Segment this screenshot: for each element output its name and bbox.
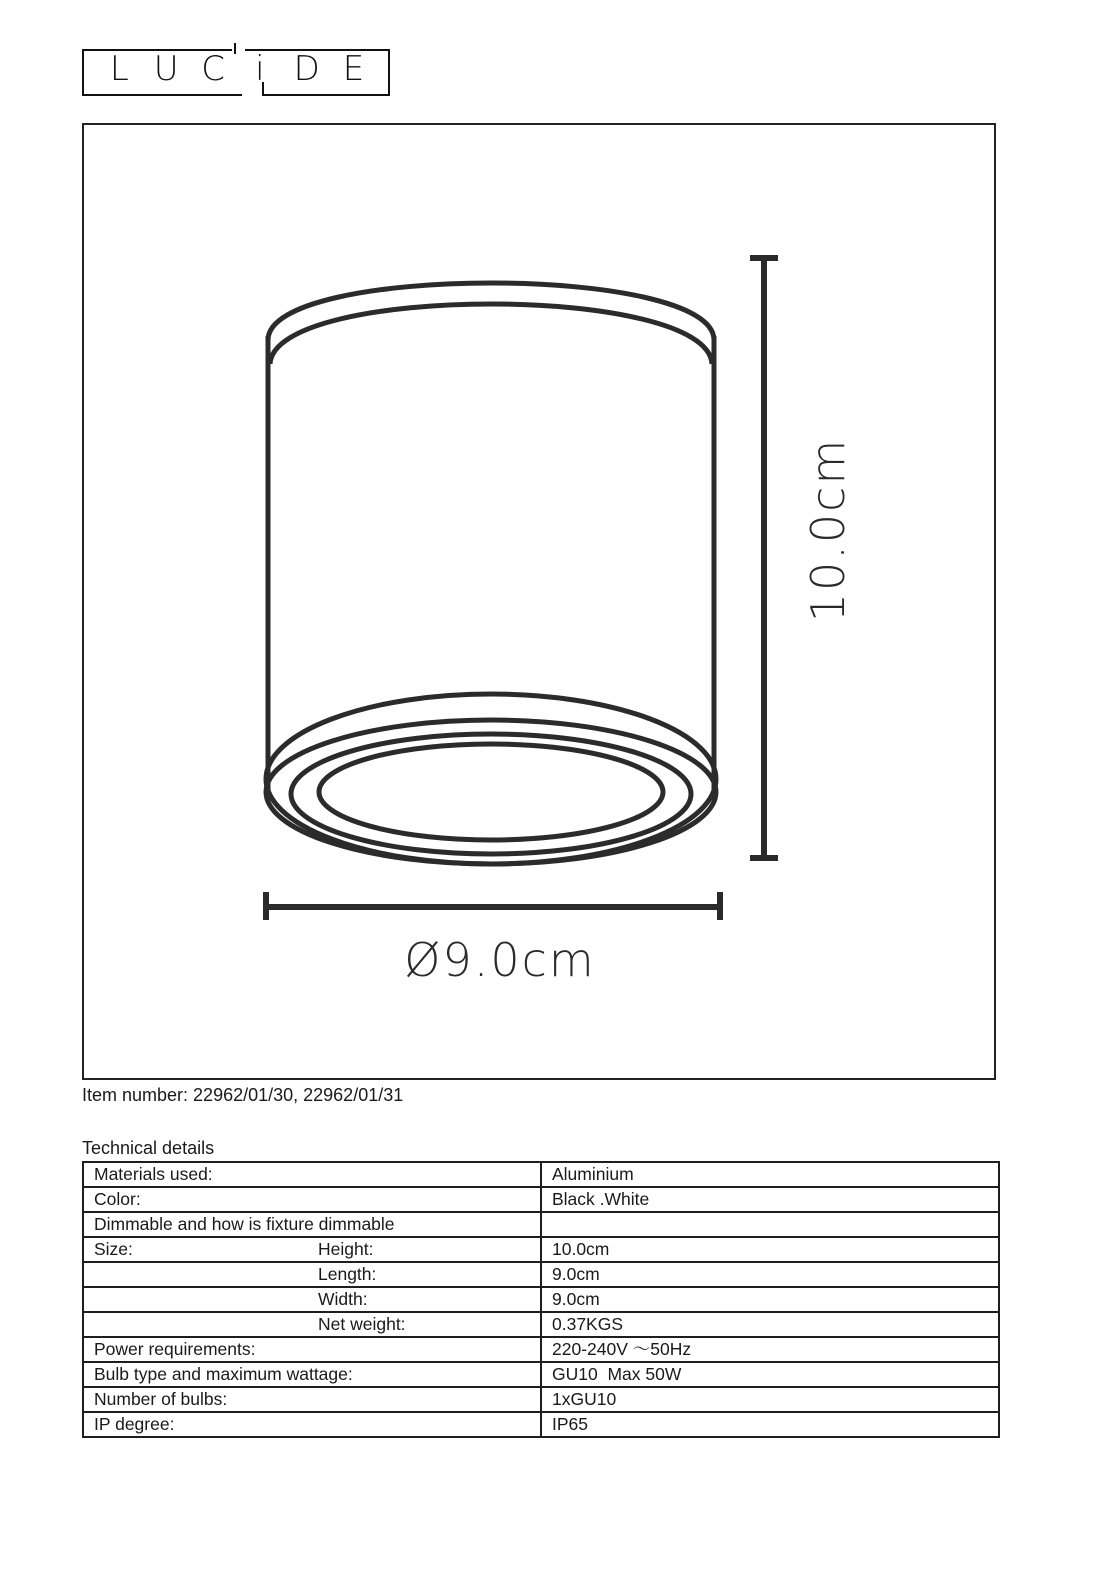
row-label: Number of bulbs: — [94, 1389, 228, 1409]
row-label: Color: — [94, 1189, 141, 1209]
row-value: 10.0cm — [541, 1237, 999, 1262]
row-sub-label: Width: — [318, 1289, 368, 1309]
row-value: 1xGU10 — [541, 1387, 999, 1412]
table-row — [83, 1337, 999, 1362]
table-row — [83, 1162, 999, 1187]
table-row — [83, 1187, 999, 1212]
row-label-cell — [83, 1237, 541, 1262]
table-row — [83, 1237, 999, 1262]
row-value — [541, 1212, 999, 1237]
row-label: Bulb type and maximum wattage: — [94, 1364, 353, 1384]
row-label: Dimmable and how is fixture dimmable — [94, 1214, 395, 1234]
brand-logo — [82, 42, 391, 96]
row-label-cell — [83, 1187, 541, 1212]
table-row — [83, 1262, 999, 1287]
table-row — [83, 1212, 999, 1237]
item-number: Item number: 22962/01/30, 22962/01/31 — [82, 1085, 404, 1105]
row-value: 9.0cm — [541, 1262, 999, 1287]
row-label: Power requirements: — [94, 1339, 256, 1359]
logo-letter: i — [255, 49, 265, 89]
table-row — [83, 1412, 999, 1437]
row-value: Black .White — [541, 1187, 999, 1212]
row-label-cell — [83, 1212, 541, 1237]
row-sub-label: Net weight: — [318, 1314, 406, 1334]
table-row — [83, 1387, 999, 1412]
table-row — [83, 1312, 999, 1337]
logo-letter: C — [201, 49, 225, 89]
table-row — [83, 1362, 999, 1387]
height-dimension-label: 10.0cm — [801, 437, 855, 623]
row-value: Aluminium — [541, 1162, 999, 1187]
row-value: 9.0cm — [541, 1287, 999, 1312]
row-label: Size: — [94, 1239, 133, 1259]
row-sub-label: Height: — [318, 1239, 374, 1259]
row-value: GU10 Max 50W — [541, 1362, 999, 1387]
row-label-cell — [83, 1162, 541, 1187]
row-label: IP degree: — [94, 1414, 175, 1434]
row-label-cell — [83, 1362, 541, 1387]
row-value: IP65 — [541, 1412, 999, 1437]
diameter-dimension-label: Ø9.0cm — [404, 933, 596, 987]
row-sub-label: Length: — [318, 1264, 377, 1284]
technical-details-title: Technical details — [82, 1138, 215, 1158]
logo-letter: L — [109, 49, 129, 89]
row-label-cell — [83, 1287, 541, 1312]
row-label-cell — [83, 1387, 541, 1412]
row-label-cell — [83, 1337, 541, 1362]
row-label: Materials used: — [94, 1164, 213, 1184]
row-label-cell — [83, 1262, 541, 1287]
row-value: 0.37KGS — [541, 1312, 999, 1337]
logo-letter: E — [342, 49, 365, 89]
logo-letter: D — [293, 49, 320, 89]
table-row — [83, 1287, 999, 1312]
row-label-cell — [83, 1412, 541, 1437]
logo-letter: U — [153, 49, 179, 89]
technical-details-table — [82, 1161, 1000, 1438]
logo-wordmark — [82, 42, 391, 96]
row-value: 220-240V ～50Hz — [541, 1337, 999, 1362]
row-label-cell — [83, 1312, 541, 1337]
